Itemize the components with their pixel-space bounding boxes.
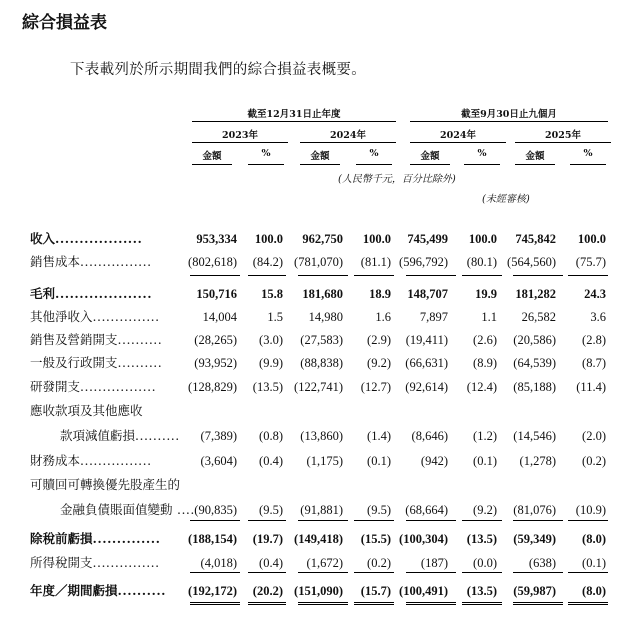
cell-percent-2024: (1.4) bbox=[367, 429, 391, 443]
unaudited-note: (未經審核) bbox=[482, 194, 530, 205]
row-label-text: 收入 bbox=[30, 231, 56, 246]
cell-percent-2024: (15.5) bbox=[360, 532, 391, 546]
cell-amount-2023: (188,154) bbox=[188, 532, 237, 546]
table-row bbox=[0, 499, 640, 521]
total-double-rule bbox=[513, 602, 563, 605]
cell-percent-2023: (0.8) bbox=[259, 429, 283, 443]
table-row bbox=[0, 228, 640, 250]
cell-percent-2025-9m: (2.8) bbox=[582, 333, 606, 347]
subtotal-rule bbox=[568, 572, 608, 573]
cell-amount-2025-9m: (59,349) bbox=[513, 532, 556, 546]
cell-amount-2025-9m: 181,282 bbox=[515, 287, 556, 301]
cell-amount-2024-9m: (596,792) bbox=[399, 255, 448, 269]
row-label bbox=[30, 474, 180, 496]
subtotal-rule bbox=[298, 572, 348, 573]
year-rule-1 bbox=[192, 142, 288, 143]
cell-percent-2024-9m: (0.1) bbox=[473, 454, 497, 468]
cell-amount-2024-9m: (68,664) bbox=[405, 503, 448, 517]
subtotal-rule bbox=[248, 572, 286, 573]
cell-amount-2023: 14,004 bbox=[202, 310, 237, 324]
table-row bbox=[0, 400, 640, 422]
cell-amount-2024: 181,680 bbox=[302, 287, 343, 301]
row-label-text: 財務成本 bbox=[30, 453, 81, 468]
cell-amount-2024: (88,838) bbox=[300, 356, 343, 370]
col-percent-1: % bbox=[261, 148, 271, 159]
year-rule-3 bbox=[410, 142, 506, 143]
subtotal-rule bbox=[513, 520, 563, 521]
cell-amount-2023: (4,018) bbox=[200, 556, 237, 570]
subtotal-rule bbox=[298, 275, 348, 276]
cell-percent-2024: 100.0 bbox=[362, 232, 391, 246]
row-label-text: 研發開支 bbox=[30, 379, 81, 394]
cell-amount-2024: (1,672) bbox=[306, 556, 343, 570]
cell-percent-2024: (2.9) bbox=[367, 333, 391, 347]
col-percent-3: % bbox=[477, 148, 487, 159]
cell-percent-2025-9m: 3.6 bbox=[590, 310, 606, 324]
cell-percent-2024: (0.1) bbox=[367, 454, 391, 468]
cell-percent-2023: (13.5) bbox=[252, 380, 283, 394]
cell-amount-2023: (93,952) bbox=[194, 356, 237, 370]
row-label-text: 款項減值虧損 bbox=[60, 428, 136, 443]
unit-note: (人民幣千元，百分比除外) bbox=[338, 174, 456, 185]
row-label-text: 可贖回可轉換優先股產生的 bbox=[30, 477, 181, 492]
year-rule-2 bbox=[300, 142, 396, 143]
cell-amount-2025-9m: (638) bbox=[528, 556, 556, 570]
leader-dots: ................ bbox=[80, 254, 152, 269]
row-label bbox=[30, 528, 160, 550]
cell-percent-2025-9m: (8.0) bbox=[582, 532, 606, 546]
cell-amount-2025-9m: (20,586) bbox=[513, 333, 556, 347]
cell-amount-2024: (1,175) bbox=[306, 454, 343, 468]
intro-text: 下表載列於所示期間我們的綜合損益表概要。 bbox=[70, 62, 366, 78]
cell-percent-2024-9m: (13.5) bbox=[466, 532, 497, 546]
leader-dots: ............... bbox=[92, 555, 160, 570]
row-label-text: 其他淨收入 bbox=[30, 309, 93, 324]
ninemonth-group-rule bbox=[410, 121, 608, 122]
cell-amount-2024-9m: (187) bbox=[420, 556, 448, 570]
cell-percent-2023: (9.9) bbox=[259, 356, 283, 370]
subtotal-rule bbox=[354, 572, 394, 573]
table-row bbox=[0, 329, 640, 351]
cell-percent-2025-9m: (0.1) bbox=[582, 556, 606, 570]
table-row bbox=[0, 251, 640, 273]
total-double-rule bbox=[462, 602, 502, 605]
row-label bbox=[30, 228, 142, 250]
total-double-rule bbox=[406, 602, 456, 605]
cell-percent-2023: 100.0 bbox=[254, 232, 283, 246]
cell-amount-2024-9m: 745,499 bbox=[407, 232, 448, 246]
leader-dots: ............... bbox=[92, 309, 160, 324]
row-label-text: 銷售成本 bbox=[30, 254, 81, 269]
leader-dots: .................... bbox=[55, 286, 153, 301]
cell-percent-2024: (15.7) bbox=[360, 584, 391, 598]
row-label bbox=[30, 329, 162, 351]
cell-amount-2025-9m: (1,278) bbox=[519, 454, 556, 468]
cell-percent-2024-9m: (0.0) bbox=[473, 556, 497, 570]
cell-amount-2025-9m: (59,987) bbox=[513, 584, 556, 598]
subtotal-rule bbox=[190, 275, 240, 276]
annual-group-header: 截至12月31日止年度 bbox=[247, 109, 341, 120]
cell-percent-2023: (3.0) bbox=[259, 333, 283, 347]
table-row bbox=[0, 552, 640, 574]
total-double-rule bbox=[568, 602, 608, 605]
cell-percent-2024-9m: 100.0 bbox=[468, 232, 497, 246]
cell-percent-2025-9m: (0.2) bbox=[582, 454, 606, 468]
row-label-text: 所得稅開支 bbox=[30, 555, 93, 570]
leader-dots: .......... bbox=[117, 332, 163, 347]
row-label-text: 除稅前虧損 bbox=[30, 531, 93, 546]
row-label-text: 一般及行政開支 bbox=[30, 355, 118, 370]
cell-amount-2024-9m: (100,491) bbox=[399, 584, 448, 598]
cell-percent-2023: (84.2) bbox=[252, 255, 283, 269]
cell-percent-2023: (19.7) bbox=[252, 532, 283, 546]
cell-percent-2024-9m: (80.1) bbox=[466, 255, 497, 269]
cell-percent-2024: (9.2) bbox=[367, 356, 391, 370]
subtotal-rule bbox=[298, 520, 348, 521]
subtotal-rule bbox=[568, 520, 608, 521]
cell-amount-2025-9m: (81,076) bbox=[513, 503, 556, 517]
cell-amount-2023: (28,265) bbox=[194, 333, 237, 347]
leader-dots: .......... bbox=[117, 583, 167, 598]
row-label-text: 應收款項及其他應收 bbox=[30, 403, 143, 418]
cell-amount-2024: 14,980 bbox=[308, 310, 343, 324]
col-rule-p1 bbox=[248, 164, 284, 165]
col-rule-a2 bbox=[300, 164, 340, 165]
cell-amount-2023: (90,835) bbox=[194, 503, 237, 517]
cell-amount-2025-9m: 26,582 bbox=[521, 310, 556, 324]
cell-amount-2024-9m: (942) bbox=[420, 454, 448, 468]
cell-amount-2023: (802,618) bbox=[188, 255, 237, 269]
cell-percent-2024: 18.9 bbox=[369, 287, 391, 301]
total-double-rule bbox=[354, 602, 394, 605]
row-label-text: 銷售及營銷開支 bbox=[30, 332, 118, 347]
leader-dots: .......... bbox=[117, 355, 163, 370]
cell-percent-2023: (0.4) bbox=[259, 556, 283, 570]
cell-amount-2025-9m: (64,539) bbox=[513, 356, 556, 370]
cell-amount-2024-9m: (8,646) bbox=[411, 429, 448, 443]
table-row bbox=[0, 306, 640, 328]
cell-amount-2024: (151,090) bbox=[294, 584, 343, 598]
cell-percent-2024-9m: 1.1 bbox=[481, 310, 497, 324]
row-label-text: 毛利 bbox=[30, 286, 56, 301]
cell-amount-2023: (3,604) bbox=[200, 454, 237, 468]
cell-percent-2025-9m: (8.0) bbox=[582, 584, 606, 598]
cell-percent-2024: 1.6 bbox=[375, 310, 391, 324]
cell-amount-2025-9m: (85,188) bbox=[513, 380, 556, 394]
cell-percent-2024-9m: (12.4) bbox=[466, 380, 497, 394]
cell-amount-2024: 962,750 bbox=[302, 232, 343, 246]
cell-percent-2024-9m: (9.2) bbox=[473, 503, 497, 517]
cell-percent-2024-9m: (2.6) bbox=[473, 333, 497, 347]
table-row bbox=[0, 376, 640, 398]
leader-dots: .......... bbox=[135, 428, 180, 443]
cell-percent-2023: 1.5 bbox=[267, 310, 283, 324]
subtotal-rule bbox=[513, 275, 563, 276]
table-row bbox=[0, 352, 640, 374]
row-label bbox=[30, 400, 143, 422]
cell-amount-2024: (27,583) bbox=[300, 333, 343, 347]
leader-dots: .............. bbox=[92, 531, 161, 546]
section-title: 綜合損益表 bbox=[22, 13, 107, 33]
cell-percent-2025-9m: (8.7) bbox=[582, 356, 606, 370]
cell-amount-2024-9m: (66,631) bbox=[405, 356, 448, 370]
cell-amount-2025-9m: (14,546) bbox=[513, 429, 556, 443]
subtotal-rule bbox=[406, 520, 456, 521]
row-label bbox=[30, 352, 162, 374]
annual-group-rule bbox=[192, 121, 396, 122]
col-rule-a4 bbox=[515, 164, 555, 165]
table-row bbox=[0, 283, 640, 305]
cell-amount-2023: 150,716 bbox=[196, 287, 237, 301]
cell-amount-2024: (91,881) bbox=[300, 503, 343, 517]
cell-percent-2023: (20.2) bbox=[252, 584, 283, 598]
cell-amount-2023: (192,172) bbox=[188, 584, 237, 598]
cell-percent-2024: (81.1) bbox=[360, 255, 391, 269]
row-label bbox=[30, 306, 160, 328]
col-rule-p2 bbox=[356, 164, 392, 165]
cell-percent-2024: (9.5) bbox=[367, 503, 391, 517]
col-percent-4: % bbox=[583, 148, 593, 159]
cell-percent-2023: (0.4) bbox=[259, 454, 283, 468]
cell-amount-2023: (128,829) bbox=[188, 380, 237, 394]
cell-amount-2024-9m: (100,304) bbox=[399, 532, 448, 546]
cell-amount-2024-9m: 7,897 bbox=[419, 310, 448, 324]
cell-amount-2025-9m: 745,842 bbox=[515, 232, 556, 246]
col-amount-3: 金額 bbox=[420, 151, 440, 162]
total-double-rule bbox=[298, 602, 348, 605]
row-label-text: 金融負債賬面值變動 bbox=[60, 502, 173, 517]
cell-amount-2024: (13,860) bbox=[300, 429, 343, 443]
ninemonth-group-header: 截至9月30日止九個月 bbox=[461, 109, 557, 120]
col-rule-p4 bbox=[570, 164, 606, 165]
cell-amount-2024: (122,741) bbox=[294, 380, 343, 394]
subtotal-rule bbox=[462, 520, 502, 521]
cell-amount-2024: (149,418) bbox=[294, 532, 343, 546]
subtotal-rule bbox=[248, 275, 286, 276]
cell-percent-2025-9m: 100.0 bbox=[577, 232, 606, 246]
table-row bbox=[0, 425, 640, 447]
cell-percent-2025-9m: (10.9) bbox=[575, 503, 606, 517]
cell-percent-2025-9m: (2.0) bbox=[582, 429, 606, 443]
subtotal-rule bbox=[354, 520, 394, 521]
leader-dots: .... bbox=[172, 502, 195, 517]
cell-percent-2025-9m: (11.4) bbox=[576, 380, 606, 394]
leader-dots: ................. bbox=[80, 379, 157, 394]
year-header-4: 2025年 bbox=[545, 130, 581, 141]
cell-percent-2024-9m: (13.5) bbox=[466, 584, 497, 598]
subtotal-rule bbox=[190, 520, 240, 521]
cell-percent-2024-9m: (8.9) bbox=[473, 356, 497, 370]
table-row bbox=[0, 528, 640, 550]
total-double-rule bbox=[248, 602, 286, 605]
cell-percent-2023: (9.5) bbox=[259, 503, 283, 517]
cell-amount-2024-9m: (19,411) bbox=[405, 333, 448, 347]
leader-dots: ................ bbox=[80, 453, 152, 468]
cell-percent-2025-9m: 24.3 bbox=[584, 287, 606, 301]
col-rule-p3 bbox=[464, 164, 500, 165]
subtotal-rule bbox=[190, 572, 240, 573]
col-amount-1: 金額 bbox=[202, 151, 222, 162]
cell-percent-2024: (12.7) bbox=[360, 380, 391, 394]
row-label bbox=[30, 580, 166, 602]
col-rule-a1 bbox=[192, 164, 232, 165]
cell-amount-2023: (7,389) bbox=[200, 429, 237, 443]
cell-percent-2024-9m: (1.2) bbox=[473, 429, 497, 443]
col-amount-4: 金額 bbox=[525, 151, 545, 162]
col-amount-2: 金額 bbox=[310, 151, 330, 162]
leader-dots: .................. bbox=[55, 231, 143, 246]
row-label bbox=[30, 376, 156, 398]
subtotal-rule bbox=[406, 275, 456, 276]
table-row bbox=[0, 450, 640, 472]
subtotal-rule bbox=[462, 572, 502, 573]
subtotal-rule bbox=[406, 572, 456, 573]
subtotal-rule bbox=[568, 275, 608, 276]
year-header-2: 2024年 bbox=[330, 130, 366, 141]
cell-amount-2024-9m: 148,707 bbox=[407, 287, 448, 301]
table-row bbox=[0, 580, 640, 602]
cell-percent-2024: (0.2) bbox=[367, 556, 391, 570]
year-header-3: 2024年 bbox=[440, 130, 476, 141]
table-row bbox=[0, 474, 640, 496]
cell-percent-2024-9m: 19.9 bbox=[475, 287, 497, 301]
subtotal-rule bbox=[354, 275, 394, 276]
total-double-rule bbox=[190, 602, 240, 605]
subtotal-rule bbox=[513, 572, 563, 573]
subtotal-rule bbox=[462, 275, 502, 276]
cell-amount-2025-9m: (564,560) bbox=[507, 255, 556, 269]
cell-percent-2023: 15.8 bbox=[261, 287, 283, 301]
col-percent-2: % bbox=[369, 148, 379, 159]
row-label bbox=[30, 251, 152, 273]
row-label bbox=[30, 283, 152, 305]
cell-amount-2024-9m: (92,614) bbox=[405, 380, 448, 394]
cell-percent-2025-9m: (75.7) bbox=[575, 255, 606, 269]
cell-amount-2024: (781,070) bbox=[294, 255, 343, 269]
row-label-text: 年度／期間虧損 bbox=[30, 583, 118, 598]
subtotal-rule bbox=[248, 520, 286, 521]
year-header-1: 2023年 bbox=[222, 130, 258, 141]
row-label bbox=[30, 450, 152, 472]
row-label bbox=[30, 552, 160, 574]
cell-amount-2023: 953,334 bbox=[196, 232, 237, 246]
col-rule-a3 bbox=[410, 164, 450, 165]
year-rule-4 bbox=[515, 142, 611, 143]
